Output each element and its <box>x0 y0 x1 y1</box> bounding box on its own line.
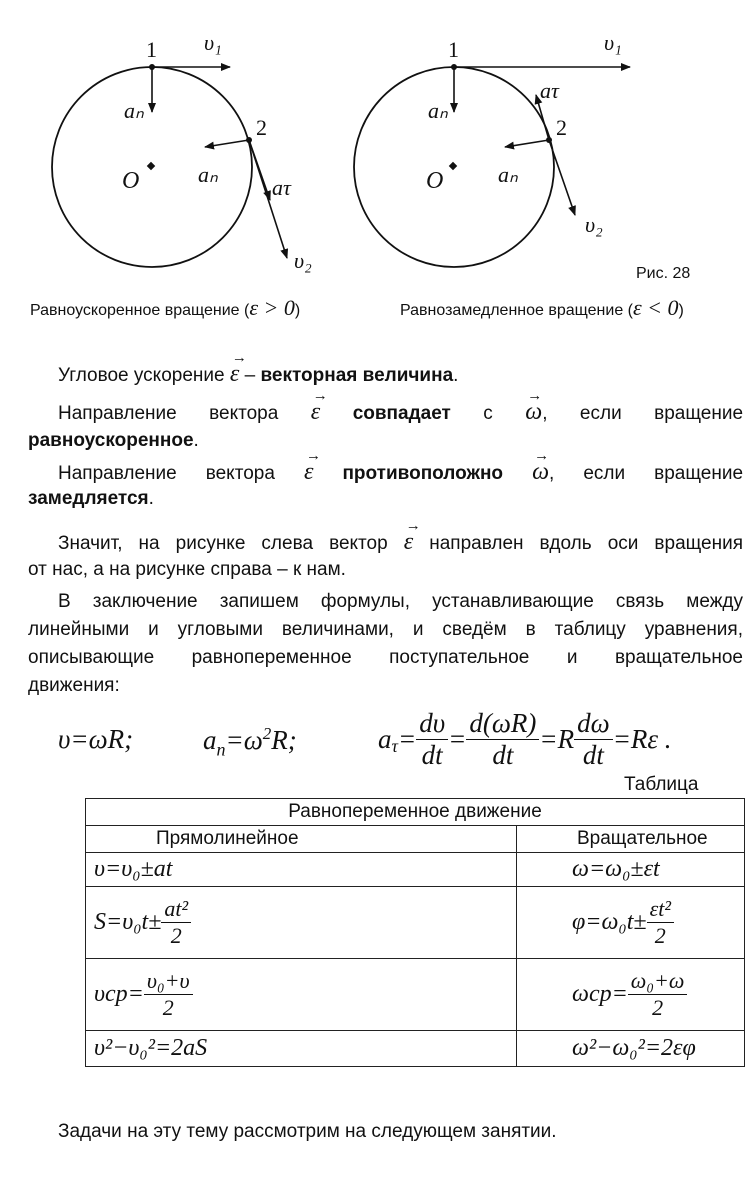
p3-bold2: замедляется <box>28 488 149 509</box>
right-label-atau: aτ <box>540 78 559 103</box>
paragraph-3-line-2 <box>28 485 713 513</box>
table-row-3-left <box>86 959 517 1031</box>
paragraph-4-line-2 <box>28 556 713 584</box>
formula-atau: $a_\tau=$ $\frac{d\upsilon}{dt}$ = $\frac{d(\omega R)}{dt}$ =R $\frac{d\omega}{dt}$ =Rε . <box>378 708 672 770</box>
r2-left-den: 2 <box>170 923 182 948</box>
atau-end: =Rε . <box>612 724 672 754</box>
r2-right-pre: φ=ω₀t± <box>572 909 647 935</box>
p3-if: , если вращение <box>549 463 744 484</box>
paragraph-5-line-1 <box>58 588 743 616</box>
p2-bold2: равноускоренное <box>28 430 194 451</box>
p5-line-2: линейными и угловыми величинами, и сведём в таблицу уравнения, <box>28 619 743 640</box>
right-label-v1: υ₁ <box>604 30 622 55</box>
p2-text: Направление вектора <box>58 403 279 424</box>
table-row-3-right <box>517 959 745 1031</box>
left-label-2: 2 <box>256 115 267 140</box>
p4-text: Значит, на рисунке слева вектор <box>58 533 388 554</box>
left-center-dot <box>147 162 155 170</box>
equations-table <box>85 798 745 1067</box>
r2-right-num: εt² <box>647 896 674 923</box>
table-row-4-right: ω²−ω₀²=2εφ <box>517 1031 745 1067</box>
p3-end: . <box>148 488 154 509</box>
r3-right-pre: ωср= <box>572 981 628 1007</box>
p3-text: Направление вектора <box>58 463 275 484</box>
right-caption-text: Равнозамедленное вращение ( <box>400 302 633 319</box>
table-row-1-right: ω=ω₀±εt <box>517 853 745 887</box>
r3-left-num: υ₀+υ <box>144 968 193 995</box>
left-label-atau: aτ <box>272 175 291 200</box>
left-label-an1: aₙ <box>124 98 144 123</box>
table-row-1-left: υ=υ₀±at <box>86 853 517 887</box>
r3-left-pre: υср= <box>94 981 144 1007</box>
p5-line-4: движения: <box>28 675 120 696</box>
left-label-v1: υ₁ <box>204 30 222 55</box>
atau-sub: τ <box>391 736 398 757</box>
omega-vector: → ω <box>525 398 542 426</box>
table-row-2-left <box>86 887 517 959</box>
p4-text-2: направлен вдоль оси вращения <box>429 533 744 554</box>
left-caption <box>30 295 300 321</box>
left-caption-close: ) <box>294 302 301 319</box>
p1-dash: – <box>239 365 261 386</box>
p1-end: . <box>453 365 459 386</box>
p2-if: , если вращение <box>542 403 744 424</box>
table-caption: Таблица <box>624 774 699 795</box>
left-label-v2: υ₂ <box>294 248 312 273</box>
an-sub: n <box>216 739 226 760</box>
left-caption-text: Равноускоренное вращение ( <box>30 302 250 319</box>
atau-num-2: d(ωR) <box>466 708 539 740</box>
right-caption-math: ε < 0 <box>632 295 679 320</box>
epsilon-vector: → ε <box>230 360 239 388</box>
left-an2-arrow <box>205 140 249 147</box>
paragraph-5-line-2 <box>28 616 743 644</box>
paragraph-2-line-1 <box>58 398 743 428</box>
figure-number: Рис. 28 <box>636 265 691 282</box>
atau-den-3: dt <box>582 740 604 770</box>
p3-bold: противоположно <box>342 463 504 484</box>
p4-text-3: от нас, а на рисунке справа – к нам. <box>28 559 346 580</box>
left-label-an2: aₙ <box>198 162 218 187</box>
p1-text: Угловое ускорение <box>58 365 225 386</box>
atau-den-1: dt <box>421 740 443 770</box>
table-row-2-right <box>517 887 745 959</box>
p2-end: . <box>193 430 199 451</box>
an-end: R; <box>271 725 297 755</box>
epsilon-vector: → ε <box>304 458 313 486</box>
atau-num-3: dω <box>574 708 613 740</box>
paragraph-6 <box>58 1118 743 1146</box>
atau-den-2: dt <box>492 740 514 770</box>
epsilon-vector: → ε <box>311 398 320 426</box>
table-head-linear: Прямолинейное <box>86 826 517 853</box>
left-label-1: 1 <box>146 37 157 62</box>
right-label-1: 1 <box>448 37 459 62</box>
r3-right-num: ω₀+ω <box>628 968 688 995</box>
table-head-rotational: Вращательное <box>517 826 745 853</box>
table-row-4-left: υ²−υ₀²=2aS <box>86 1031 517 1067</box>
right-caption-close: ) <box>678 302 684 319</box>
right-label-v2: υ₂ <box>585 212 603 237</box>
paragraph-5-line-4 <box>28 672 713 700</box>
formula-an <box>203 724 297 760</box>
formula-v-omega-r: υ=ωR; <box>58 724 134 754</box>
paragraph-3-line-1 <box>58 458 743 488</box>
right-center-dot <box>449 162 457 170</box>
table-title: Равнопеременное движение <box>86 799 745 826</box>
r2-right-den: 2 <box>654 923 666 948</box>
right-an2-arrow <box>505 140 549 147</box>
p2-with: с <box>483 403 493 424</box>
paragraph-2-line-2 <box>28 427 713 455</box>
r3-right-den: 2 <box>652 995 664 1020</box>
epsilon-vector: → ε <box>404 528 413 556</box>
p1-bold: векторная величина <box>260 365 454 386</box>
atau-a: a <box>378 724 392 754</box>
atau-r: R <box>557 724 575 754</box>
an-a: a <box>203 725 217 755</box>
paragraph-4-line-1 <box>58 528 743 558</box>
right-caption <box>400 295 684 321</box>
right-label-an1: aₙ <box>428 98 448 123</box>
formulas-line <box>58 708 748 772</box>
p5-line-1: В заключение запишем формулы, устанавливающие связь между <box>58 591 743 612</box>
right-label-2: 2 <box>556 115 567 140</box>
omega-vector: → ω <box>532 458 549 486</box>
right-label-an2: aₙ <box>498 162 518 187</box>
right-label-O: O <box>426 168 444 194</box>
r3-left-den: 2 <box>162 995 174 1020</box>
an-sup: 2 <box>262 724 272 743</box>
left-diagram <box>52 64 287 267</box>
p5-line-3: описывающие равнопеременное поступательное и вращательное <box>28 647 743 668</box>
paragraph-5-line-3 <box>28 644 743 672</box>
p2-bold: совпадает <box>352 403 451 424</box>
r2-left-num: at² <box>161 896 191 923</box>
paragraph-1 <box>58 360 743 390</box>
p6-text: Задачи на эту тему рассмотрим на следующем занятии. <box>58 1121 557 1142</box>
left-caption-math: ε > 0 <box>249 295 295 320</box>
an-rhs: =ω <box>225 725 263 755</box>
atau-num-1: dυ <box>416 708 448 740</box>
left-label-O: O <box>122 168 140 194</box>
r2-left-pre: S=υ₀t± <box>94 909 162 935</box>
